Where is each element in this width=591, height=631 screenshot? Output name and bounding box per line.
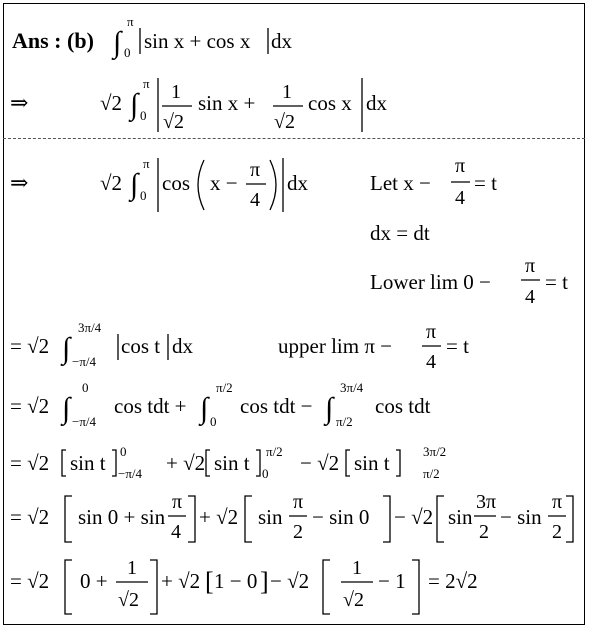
bracket-close: ] <box>260 567 269 596</box>
result: = 2√2 <box>428 569 478 593</box>
dx-equals-dt: dx = dt <box>370 221 430 245</box>
dx: dx <box>172 334 193 358</box>
implies-arrow: ⇒ <box>10 170 29 195</box>
upper-limit: 3π/4 <box>340 380 364 395</box>
equals-t: = t <box>446 334 469 358</box>
lower-limit-text: Lower lim 0 − <box>370 270 491 294</box>
root2: √2 <box>100 171 123 195</box>
pi: π <box>552 491 563 513</box>
dx: dx <box>287 171 308 195</box>
denominator: √2 <box>274 111 295 133</box>
integral-sign: ∫ <box>113 26 122 59</box>
integral-sign: ∫ <box>200 392 209 425</box>
answer-label: Ans : (b) <box>12 28 94 53</box>
pi: π <box>455 155 466 177</box>
upper-limit: 3π/2 <box>423 444 447 459</box>
lower-limit: π/2 <box>336 414 353 429</box>
lower-limit: π/2 <box>423 466 440 481</box>
four: 4 <box>426 351 436 373</box>
term-3: cos tdt <box>375 394 431 418</box>
four: 4 <box>250 189 260 211</box>
integral-sign: ∫ <box>130 88 139 121</box>
term-1: cos tdt + <box>114 394 187 418</box>
lower-limit: 0 <box>140 108 147 123</box>
lower-limit: −π/4 <box>72 354 97 369</box>
numerator: 1 <box>171 81 181 103</box>
pi: π <box>426 321 437 343</box>
integral-sign: ∫ <box>62 332 71 365</box>
numerator: 1 <box>352 557 362 579</box>
integral-sign: ∫ <box>130 168 139 201</box>
upper-limit: π <box>143 156 150 171</box>
minus-root2: − √2 <box>270 569 310 593</box>
numerator: 1 <box>127 557 137 579</box>
sin: sin <box>258 505 283 529</box>
root2: √2 <box>100 91 123 115</box>
minus-root2: − √2 <box>300 451 340 475</box>
sin-term: sin x + <box>198 91 256 115</box>
upper-limit: π <box>127 14 134 29</box>
denominator: √2 <box>343 589 364 611</box>
eq-root2: = √2 <box>10 334 50 358</box>
minus-sin: − sin <box>500 505 542 529</box>
lower-limit: −π/4 <box>72 414 97 429</box>
cos: cos <box>162 171 190 195</box>
dx: dx <box>366 91 387 115</box>
minus-one: − 1 <box>378 569 406 593</box>
plus-root2: + √2 <box>199 505 239 529</box>
four: 4 <box>455 187 465 209</box>
denominator: √2 <box>163 111 184 133</box>
pi: π <box>250 159 261 181</box>
sin: sin <box>448 505 473 529</box>
sin-t: sin t <box>70 451 106 475</box>
zero-plus: 0 + <box>80 569 108 593</box>
numerator: 1 <box>282 81 292 103</box>
eq-root2: = √2 <box>10 394 50 418</box>
four: 4 <box>171 521 181 543</box>
minus-root2: − √2 <box>394 505 434 529</box>
minus-sin0: − sin 0 <box>312 505 370 529</box>
denominator: √2 <box>118 589 139 611</box>
upper-limit: 0 <box>120 444 127 459</box>
pi: π <box>525 255 536 277</box>
x-minus: x − <box>210 171 238 195</box>
implies-arrow: ⇒ <box>10 90 29 115</box>
eq-root2: = √2 <box>10 569 50 593</box>
substitution-let: Let x − <box>370 171 431 195</box>
lower-limit: −π/4 <box>118 466 143 481</box>
lower-limit: 0 <box>262 466 269 481</box>
two: 2 <box>293 521 303 543</box>
eq-root2: = √2 <box>10 505 50 529</box>
eq-root2: = √2 <box>10 451 50 475</box>
lower-limit: 0 <box>210 414 217 429</box>
integrand: sin x + cos x <box>144 29 251 53</box>
integral-sign: ∫ <box>325 392 334 425</box>
upper-limit: 3π/4 <box>78 320 102 335</box>
upper-limit: π/2 <box>266 444 283 459</box>
plus-root2: + √2 <box>166 451 206 475</box>
sin-t: sin t <box>354 451 390 475</box>
two: 2 <box>479 521 489 543</box>
integral-sign: ∫ <box>62 392 71 425</box>
dx: dx <box>271 29 292 53</box>
sin-sum: sin 0 + sin <box>78 505 166 529</box>
four: 4 <box>525 286 535 308</box>
cos-t: cos t <box>121 334 161 358</box>
bracket-open: [ <box>205 567 214 596</box>
one-minus-zero: 1 − 0 <box>214 569 258 593</box>
sin-t: sin t <box>214 451 250 475</box>
upper-limit: 0 <box>82 380 89 395</box>
three-pi: 3π <box>476 491 497 513</box>
upper-limit: π/2 <box>216 380 233 395</box>
upper-limit-text: upper lim π − <box>278 334 393 358</box>
plus-root2: + √2 <box>161 569 201 593</box>
equals-t: = t <box>474 171 497 195</box>
upper-limit: π <box>143 76 150 91</box>
cos-term: cos x <box>308 91 352 115</box>
pi: π <box>293 491 304 513</box>
term-2: cos tdt − <box>240 394 313 418</box>
lower-limit: 0 <box>124 45 131 60</box>
lower-limit: 0 <box>140 188 147 203</box>
pi: π <box>172 491 183 513</box>
equals-t: = t <box>545 270 568 294</box>
two: 2 <box>552 521 562 543</box>
